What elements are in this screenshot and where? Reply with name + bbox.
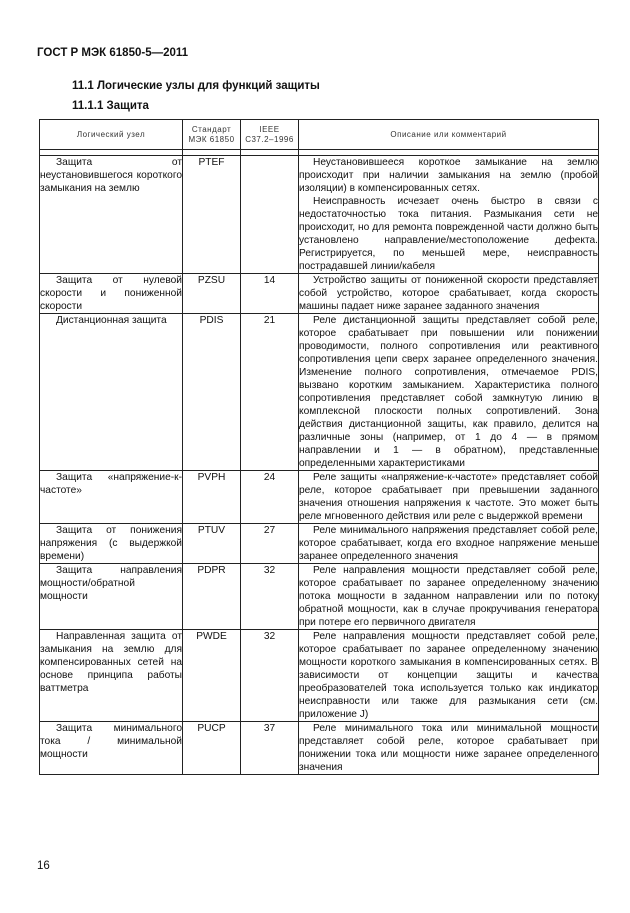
table-row <box>40 156 599 274</box>
table-row <box>40 314 599 471</box>
table-header-row <box>40 120 599 150</box>
description-paragraph: Реле минимального тока или минимальной мощности представляет собой реле, которое срабатывает при понижении тока или мощности ниже заранее определенного значения <box>299 723 598 773</box>
logical-node-code: PTUV <box>183 524 241 564</box>
logical-node-code: PTEF <box>183 156 241 274</box>
logical-node-code: PDIS <box>183 314 241 471</box>
description <box>299 630 599 722</box>
logical-node-name: Направленная защита от замыкания на землю для компенсированных сетей на основе принципа работы ваттметра <box>40 630 183 722</box>
logical-node-code: PWDE <box>183 630 241 722</box>
table-row <box>40 564 599 630</box>
logical-nodes-table <box>39 119 599 775</box>
logical-node-name: Защита от понижения напряжения (с выдержкой времени) <box>40 525 182 562</box>
table-row <box>40 471 599 524</box>
description-paragraph: Реле дистанционной защиты представляет собой реле, которое срабатывает при повышении или понижении проводимости, полного сопротивления или реактивного сопротивления цепи сверх заранее определенного значения. Изменение полного сопротивления, отмечаемое PDIS, вызвано коротким замыканием. Характеристика полного сопротивления представляет собой замкнутую линию в комплексной плоскости полных сопротивлений. Зона действия дистанционной защиты, как правило, делится на различные зоны (например, от 1 до 4 — в прямом направлении и 1 — в обратном), представленные определенными характеристиками <box>299 315 598 469</box>
ieee-device-number: 32 <box>241 564 299 630</box>
logical-node-code: PUCP <box>183 722 241 775</box>
description <box>299 524 599 564</box>
header-description: Описание или комментарий <box>299 120 599 150</box>
logical-node-name: Защита от неустановившегося короткого замыкания на землю <box>40 156 183 274</box>
document-header: ГОСТ Р МЭК 61850-5—2011 <box>37 47 189 59</box>
logical-node-name: Защита от нулевой скорости и пониженной скорости <box>40 275 182 312</box>
header-ieee: IEEE C37.2–1996 <box>241 120 299 150</box>
section-title: 11.1 Логические узлы для функций защиты <box>72 80 320 92</box>
table-row <box>40 524 599 564</box>
description <box>299 314 599 471</box>
description-paragraph: Реле защиты «напряжение-к-частоте» представляет собой реле, которое срабатывает при превышении заданного значения отношения напряжения к частоте. Это может быть реле мгновенного действия или реле с выдержкой времени <box>299 472 598 522</box>
ieee-device-number: 24 <box>241 471 299 524</box>
logical-node-name: Защита «напряжение-к-частоте» <box>40 471 183 524</box>
ieee-device-number: 21 <box>241 314 299 471</box>
description <box>299 722 599 775</box>
logical-node-code: PVPH <box>183 471 241 524</box>
logical-node-code: PZSU <box>183 274 241 314</box>
ieee-device-number <box>241 156 299 274</box>
description-paragraph: Реле направления мощности представляет собой реле, которое срабатывает по заранее определенному значению мощности короткого замыкания в компенсированных сетях. В зависимости от концепции защиты и качества преобразователей тока используется только как индикатор неисправности или также для размыкания сети (см. приложение J) <box>299 631 598 720</box>
header-standard: Стандарт МЭК 61850 <box>183 120 241 150</box>
logical-node-name: Дистанционная защита <box>40 314 183 471</box>
ieee-device-number: 14 <box>241 274 299 314</box>
subsection-title: 11.1.1 Защита <box>72 100 149 112</box>
table-row <box>40 630 599 722</box>
ieee-device-number: 37 <box>241 722 299 775</box>
description-paragraph: Устройство защиты от пониженной скорости представляет собой устройство, которое срабатывает, когда скорость машины падает ниже заранее заданного значения <box>299 275 598 312</box>
table-body <box>40 156 599 775</box>
logical-node-code: PDPR <box>183 564 241 630</box>
description-paragraph: Реле минимального напряжения представляет собой реле, которое срабатывает, когда его входное напряжение меньше заранее определенного значения <box>299 525 598 562</box>
description-paragraph: Неисправность исчезает очень быстро в связи с недостаточностью тока питания. Размыкания сети не происходит, но для ремонта поврежденной части должно быть установлено направление/местоположение дефекта. Регистрируется, по меньшей мере, неисправность пострадавшей линии/кабеля <box>299 196 598 272</box>
ieee-device-number: 27 <box>241 524 299 564</box>
table-row <box>40 274 599 314</box>
logical-node-name: Защита направления мощности/обратной мощности <box>40 564 183 630</box>
logical-node-name: Защита минимального тока / минимальной мощности <box>40 722 183 775</box>
page-number: 16 <box>37 860 50 872</box>
description <box>299 274 599 314</box>
header-logical-node: Логический узел <box>40 120 183 150</box>
description <box>299 564 599 630</box>
description <box>299 156 599 274</box>
description <box>299 471 599 524</box>
description-paragraph: Неустановившееся короткое замыкание на землю происходит при наличии замыкания на землю (пробой изоляции) в компенсированных сетях. <box>299 157 598 194</box>
table-row <box>40 722 599 775</box>
description-paragraph: Реле направления мощности представляет собой реле, которое срабатывает по заранее определенному значению потока мощности в заданном направлении или по потоку обратной мощности, как в случае прокручивания генератора при потере его первичного двигателя <box>299 565 598 628</box>
ieee-device-number: 32 <box>241 630 299 722</box>
